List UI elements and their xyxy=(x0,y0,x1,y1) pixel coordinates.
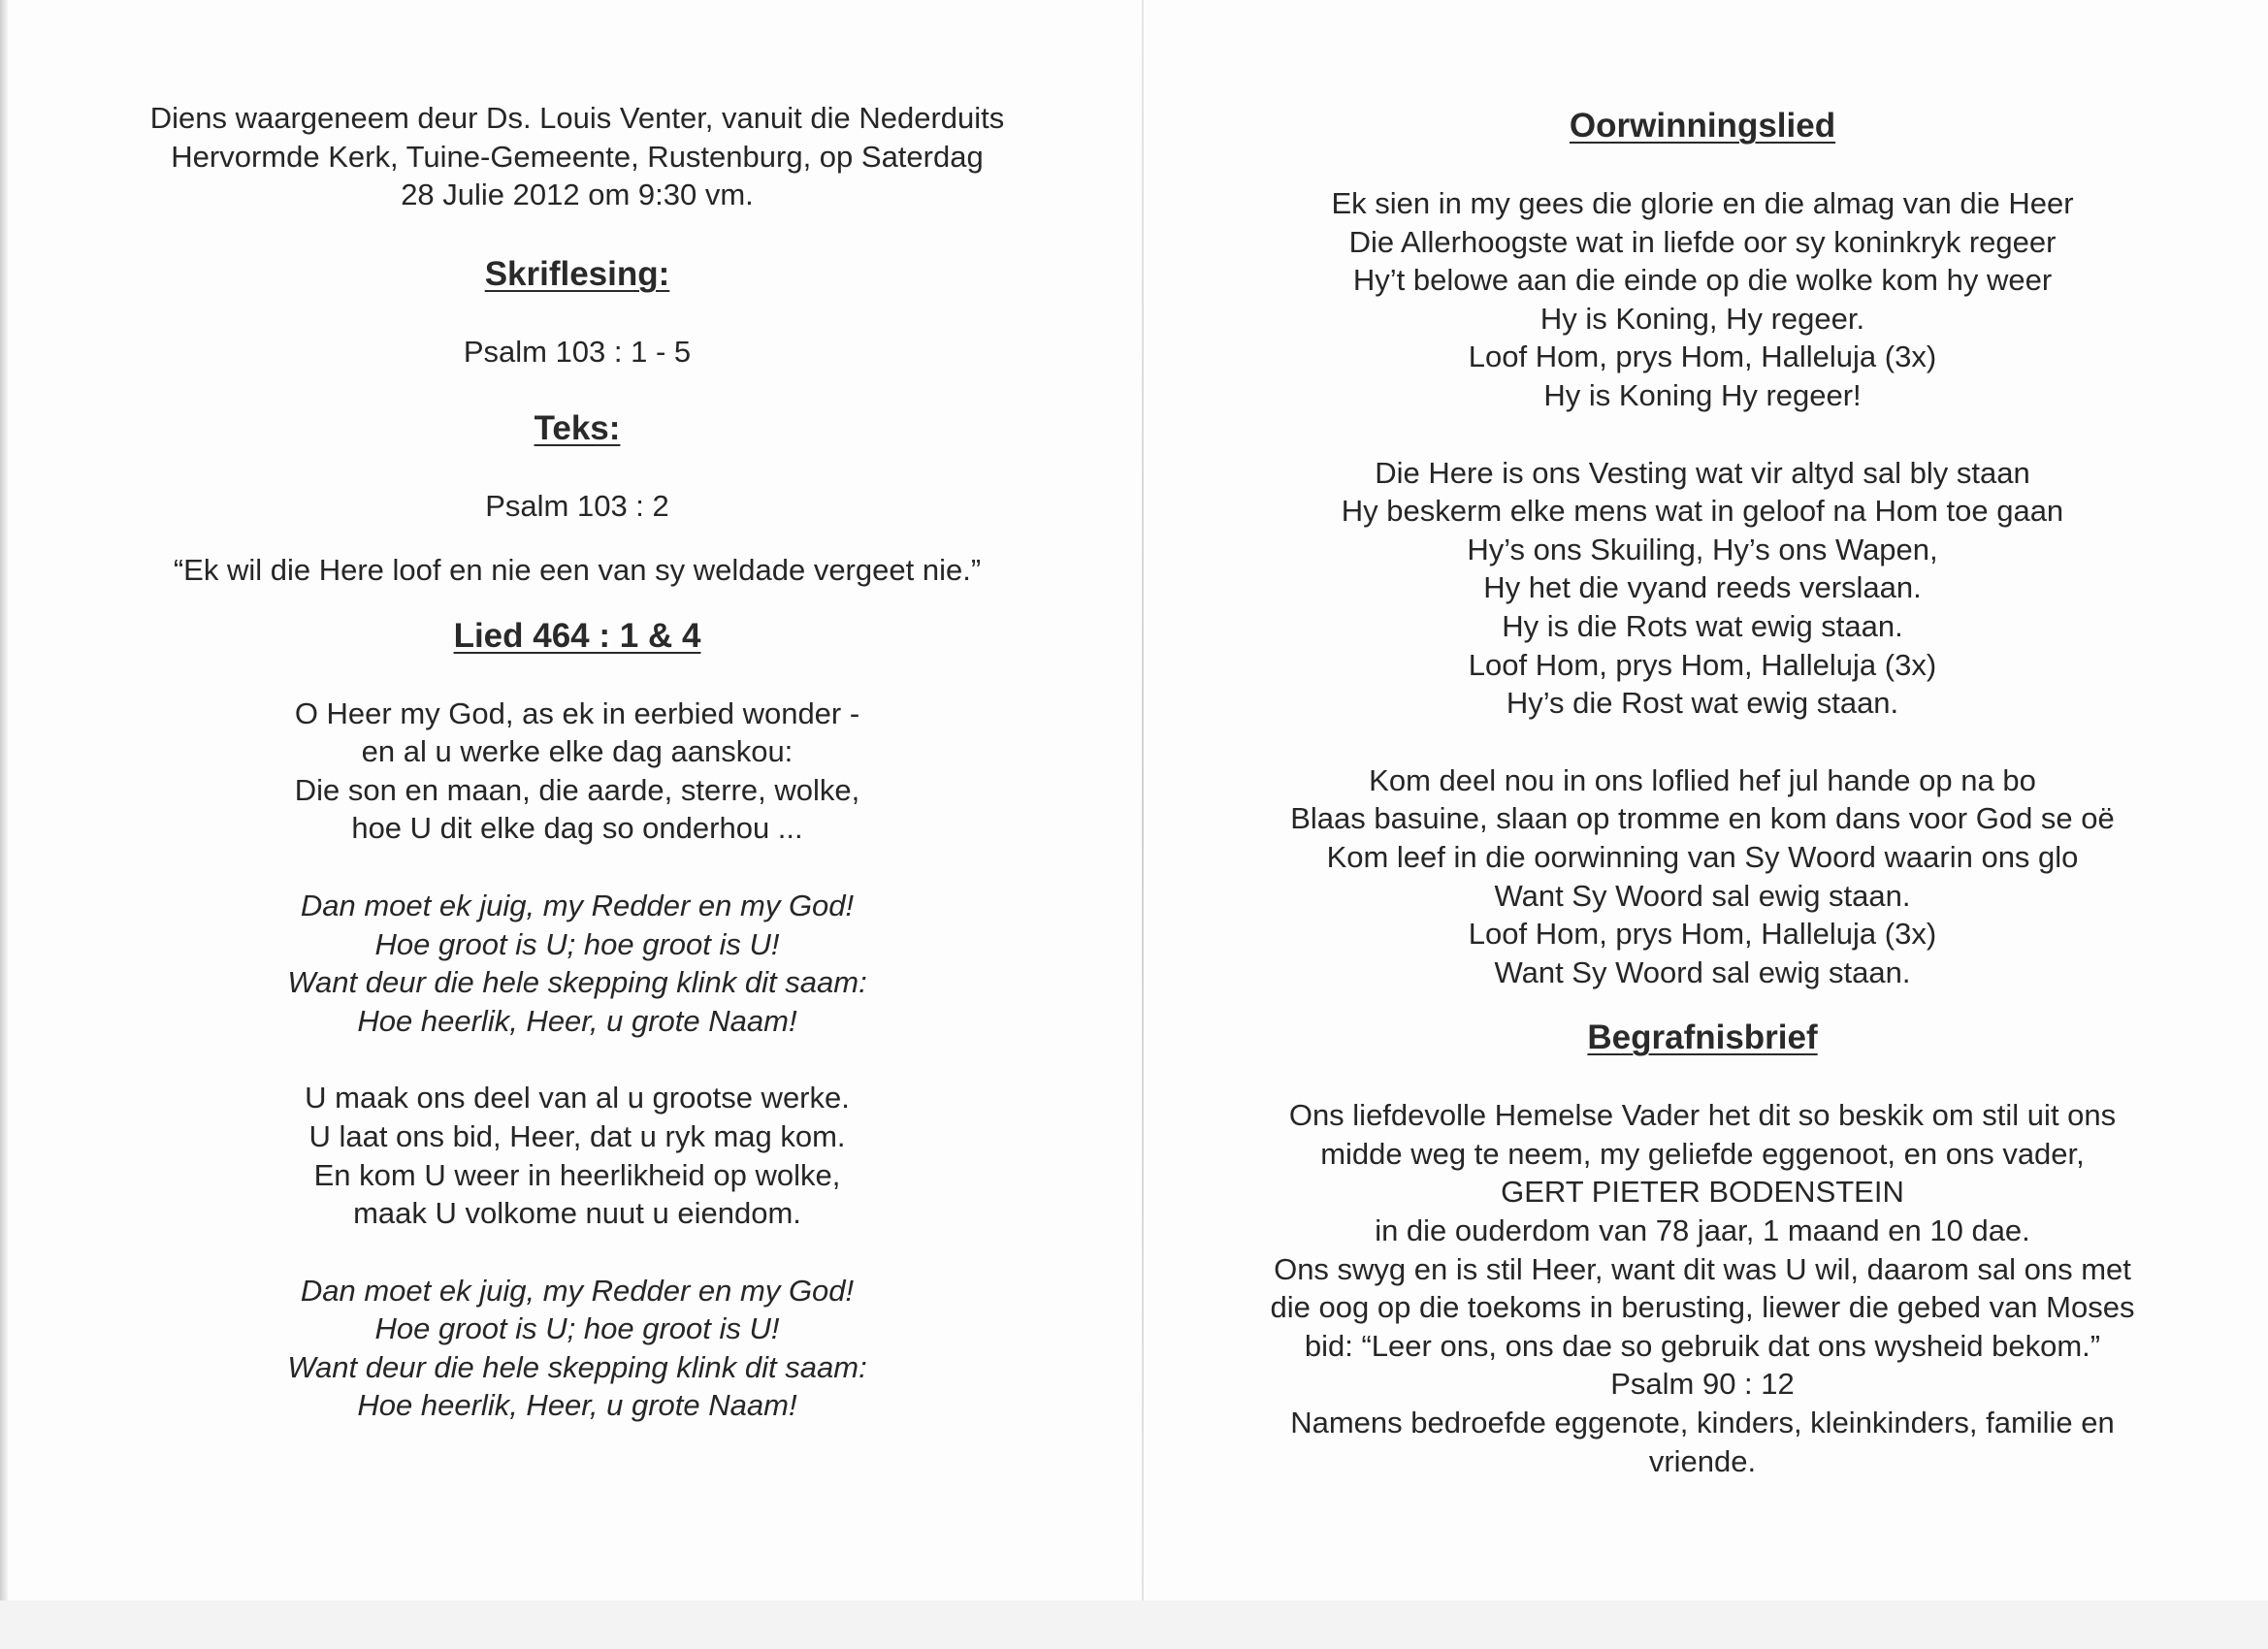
lied-refrain-2 xyxy=(58,1272,1096,1425)
refrain-line: Want deur die hele skepping klink dit saam: xyxy=(287,965,867,1000)
lied-heading: Lied 464 : 1 & 4 xyxy=(453,616,701,655)
intro-line: Hervormde Kerk, Tuine-Gemeente, Rustenburg, op Saterdag xyxy=(171,139,984,174)
refrain-line: Dan moet ek juig, my Redder en my God! xyxy=(300,1273,855,1308)
lied-stanza-4 xyxy=(58,1079,1096,1232)
song-line: Hy is Koning Hy regeer! xyxy=(1543,377,1862,412)
song-line: Loof Hom, prys Hom, Halleluja (3x) xyxy=(1468,917,1937,952)
song-line: Want Sy Woord sal ewig staan. xyxy=(1494,878,1911,913)
teks-reference: Psalm 103 : 2 xyxy=(485,489,669,524)
letter-line: vriende. xyxy=(1648,1443,1757,1478)
song-line: Hy beskerm elke mens wat in geloof na Hom toe gaan xyxy=(1341,494,2064,529)
letter-line: bid: “Leer ons, ons dae so gebruik dat ons wysheid bekom.” xyxy=(1304,1328,2101,1363)
stanza-line: en al u werke elke dag aanskou: xyxy=(361,734,794,769)
song-line: Hy is die Rots wat ewig staan. xyxy=(1502,608,1903,643)
teks-quote: “Ek wil die Here loof en nie een van sy weldade vergeet nie.” xyxy=(173,552,982,587)
refrain-line: Hoe groot is U; hoe groot is U! xyxy=(374,926,780,961)
song-line: Kom leef in die oorwinning van Sy Woord waarin ons glo xyxy=(1326,839,2079,874)
song-line: Kom deel nou in ons loflied hef jul hande op na bo xyxy=(1369,762,2036,797)
stanza-line: En kom U weer in heerlikheid op wolke, xyxy=(313,1157,841,1192)
letter-line: die oog op die toekoms in berusting, liewer die gebed van Moses xyxy=(1270,1290,2135,1325)
oorwinningslied-stanza-3 xyxy=(1193,761,2212,992)
refrain-line: Want deur die hele skepping klink dit saam: xyxy=(287,1349,867,1384)
skriflesing-reference: Psalm 103 : 1 - 5 xyxy=(463,334,692,369)
song-line: Loof Hom, prys Hom, Halleluja (3x) xyxy=(1468,647,1937,682)
teks-heading: Teks: xyxy=(534,409,621,448)
song-line: Want Sy Woord sal ewig staan. xyxy=(1494,954,1911,989)
oorwinningslied-stanza-1 xyxy=(1193,184,2212,415)
song-line: Die Here is ons Vesting wat vir altyd sal bly staan xyxy=(1375,455,2030,490)
letter-line: Namens bedroefde eggenote, kinders, kleinkinders, familie en xyxy=(1290,1406,2115,1440)
lied-stanza-1 xyxy=(58,695,1096,848)
begrafnisbrief-text xyxy=(1193,1096,2212,1480)
begrafnisbrief-heading: Begrafnisbrief xyxy=(1587,1018,1818,1057)
stanza-line: O Heer my God, as ek in eerbied wonder - xyxy=(294,695,860,730)
stanza-line: Die son en maan, die aarde, sterre, wolke, xyxy=(294,772,860,807)
lied-refrain-1 xyxy=(58,887,1096,1040)
song-line: Hy is Koning, Hy regeer. xyxy=(1539,301,1865,336)
stanza-line: hoe U dit elke dag so onderhou ... xyxy=(351,811,803,846)
song-line: Die Allerhoogste wat in liefde oor sy koninkryk regeer xyxy=(1348,224,2057,259)
intro-line: 28 Julie 2012 om 9:30 vm. xyxy=(401,178,754,212)
oorwinningslied-heading: Oorwinningslied xyxy=(1569,107,1836,145)
letter-line: Ons swyg en is stil Heer, want dit was U wil, daarom sal ons met xyxy=(1274,1251,2131,1286)
right-page xyxy=(1193,105,2212,1480)
deceased-name: GERT PIETER BODENSTEIN xyxy=(1501,1175,1904,1210)
song-line: Hy’s ons Skuiling, Hy’s ons Wapen, xyxy=(1467,532,1938,566)
stanza-line: U laat ons bid, Heer, dat u ryk mag kom. xyxy=(308,1118,846,1153)
letter-line: midde weg te neem, my geliefde eggenoot, en ons vader, xyxy=(1320,1136,2085,1171)
stanza-line: U maak ons deel van al u grootse werke. xyxy=(305,1081,850,1116)
song-line: Hy het die vyand reeds verslaan. xyxy=(1483,570,1922,605)
refrain-line: Hoe heerlik, Heer, u grote Naam! xyxy=(357,1388,797,1423)
stanza-line: maak U volkome nuut u eiendom. xyxy=(353,1196,801,1231)
refrain-line: Hoe heerlik, Heer, u grote Naam! xyxy=(357,1003,797,1038)
song-line: Ek sien in my gees die glorie en die almag van die Heer xyxy=(1331,186,2074,220)
oorwinningslied-stanza-2 xyxy=(1193,454,2212,723)
intro-line: Diens waargeneem deur Ds. Louis Venter, vanuit die Nederduits xyxy=(149,101,1005,135)
scan-bottom-edge xyxy=(0,1600,2268,1649)
scan-left-edge xyxy=(0,0,8,1649)
song-line: Hy’t belowe aan die einde op die wolke kom hy weer xyxy=(1352,263,2053,298)
refrain-line: Hoe groot is U; hoe groot is U! xyxy=(374,1311,780,1346)
skriflesing-heading: Skriflesing: xyxy=(484,254,670,293)
refrain-line: Dan moet ek juig, my Redder en my God! xyxy=(300,888,855,922)
page-fold-line xyxy=(1142,0,1144,1649)
letter-line: in die ouderdom van 78 jaar, 1 maand en 10 dae. xyxy=(1375,1213,2030,1248)
letter-line: Ons liefdevolle Hemelse Vader het dit so beskik om stil uit ons xyxy=(1288,1098,2117,1133)
service-intro xyxy=(58,99,1096,214)
left-page xyxy=(58,99,1096,1425)
song-line: Blaas basuine, slaan op tromme en kom dans voor God se oë xyxy=(1290,801,2115,836)
song-line: Loof Hom, prys Hom, Halleluja (3x) xyxy=(1468,340,1937,374)
letter-line: Psalm 90 : 12 xyxy=(1610,1367,1795,1402)
song-line: Hy’s die Rost wat ewig staan. xyxy=(1506,686,1899,721)
